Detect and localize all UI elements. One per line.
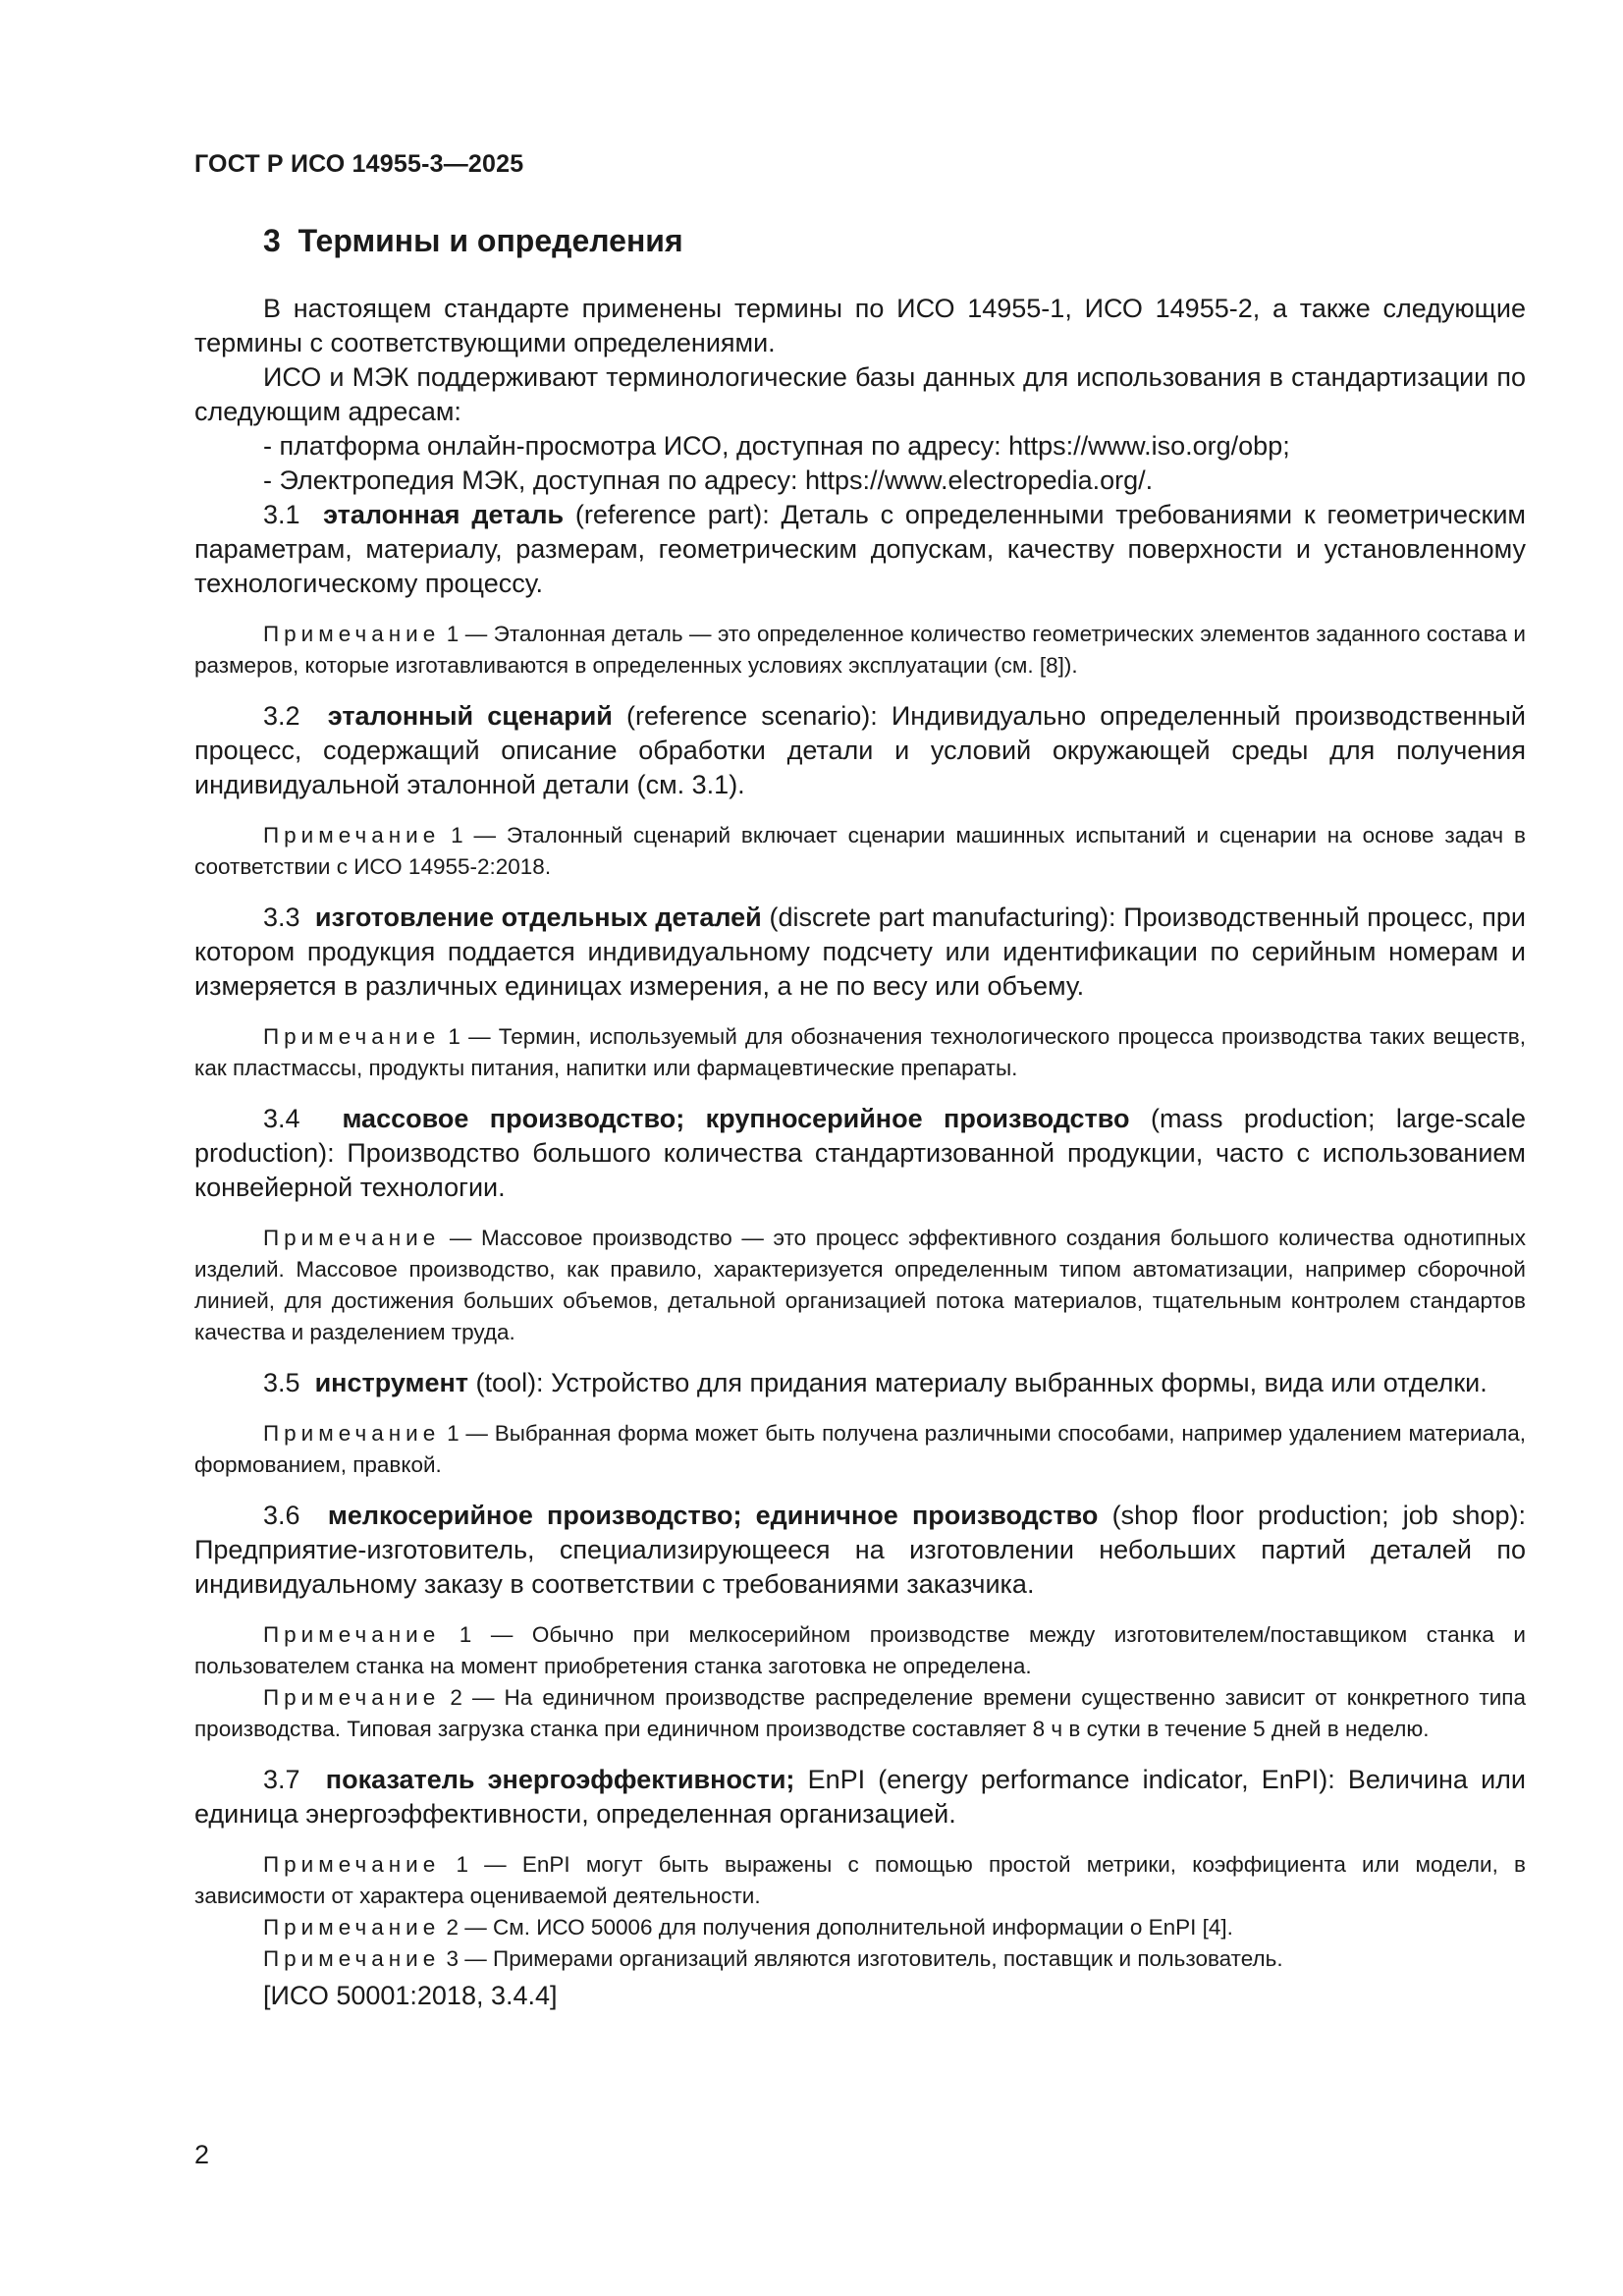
note-label: Примечание [263,1226,441,1250]
note-text: — Эталонная деталь — это определенное количество геометрических элементов заданного состава и размеров, которые изготавливаются в определенных условиях эксплуатации (см. [8]). [194,622,1526,678]
page-content [194,221,1526,2031]
term-name: эталонный сценарий [327,701,613,731]
term-definition [194,901,1526,1004]
note [194,619,1526,682]
note-label: Примечание [263,1915,441,1940]
notes-block [194,1021,1526,1084]
document-header: ГОСТ Р ИСО 14955-3—2025 [194,150,524,178]
note [194,1418,1526,1481]
term-number: 3.2 [263,701,300,731]
note [194,1912,1526,1943]
notes-block [194,619,1526,682]
note [194,1682,1526,1745]
section-title-text: Термины и определения [298,223,683,258]
note-text: — Термин, используемый для обозначения технологического процесса производства таких веществ, как пластмассы, продукты питания, напитки или фармацевтические препараты. [194,1024,1526,1080]
notes-block [194,820,1526,883]
note-text: — EnPI могут быть выражены с помощью простой метрики, коэффициента или модели, в зависимости от характера оцениваемой деятельности. [194,1852,1526,1908]
note-number: 1 [456,1852,468,1877]
intro-paragraph-2: ИСО и МЭК поддерживают терминологические базы данных для использования в стандартизации по следующим адресам: [194,362,1526,426]
term-definition-text: (tool): Устройство для придания материалу выбранных формы, вида или отделки. [475,1368,1488,1397]
source-reference: [ИСО 50001:2018, 3.4.4] [263,1981,558,2010]
term-name: эталонная деталь [323,500,565,529]
section-title [263,221,1526,260]
term-definition [194,1499,1526,1602]
note-number: 1 [446,622,460,646]
note [194,1021,1526,1084]
term-definition-text: EnPI (energy performance indicator, EnPI): Величина или единица энергоэффективности, определенная организацией. [194,1765,1526,1829]
term-number: 3.3 [263,902,300,932]
term-number: 3.4 [263,1104,300,1133]
term-definition-text: (discrete part manufacturing): Производственный процесс, при котором продукция поддается индивидуальному подсчету или идентификации по серийным номерам и измеряется в различных единицах измерения, а не по весу или объему. [194,902,1526,1001]
note-label: Примечание [263,1622,441,1647]
note-text: — На единичном производстве распределение времени существенно зависит от конкретного типа производства. Типовая загрузка станка при единичном производстве составляет 8 ч в сутки в течение 5 дней в неделю. [194,1685,1526,1741]
term-definition [194,1102,1526,1205]
note-label: Примечание [263,1421,441,1446]
intro-paragraph-1: В настоящем стандарте применены термины по ИСО 14955-1, ИСО 14955-2, а также следующие термины с соответствующими определениями. [194,294,1526,357]
note-text: — Обычно при мелкосерийном производстве между изготовителем/поставщиком станка и пользователем станка на момент приобретения станка заготовка не определена. [194,1622,1526,1678]
term-definition [194,699,1526,802]
term-definition [194,498,1526,601]
notes-block [194,1223,1526,1348]
note [194,1223,1526,1348]
note [194,1619,1526,1682]
note-number: 2 [446,1915,460,1940]
note-text: — Массовое производство — это процесс эффективного создания большого количества однотипных изделий. Массовое производство, как правило, характеризуется определенным типом автоматизации, например сборочной линией, для достижения больших объемов, детальной организацией потока материалов, тщательным контролем стандартов качества и разделением труда. [194,1226,1526,1344]
note [194,820,1526,883]
note-text: — Примерами организаций являются изготовитель, поставщик и пользователь. [464,1946,1283,1971]
term-number: 3.7 [263,1765,300,1794]
list-item: - платформа онлайн-просмотра ИСО, доступная по адресу: https://www.iso.org/obp; [263,431,1290,461]
term-number: 3.6 [263,1501,300,1530]
term-definition-text: (mass production; large-scale production): Производство большого количества стандартизованной продукции, часто с использованием конвейерной технологии. [194,1104,1526,1202]
term-name: изготовление отдельных деталей [314,902,762,932]
note-label: Примечание [263,1946,441,1971]
note-label: Примечание [263,622,441,646]
term-definition-text: (reference scenario): Индивидуально определенный производственный процесс, содержащий описание обработки детали и условий окружающей среды для получения индивидуальной эталонной детали (см. 3.1). [194,701,1526,799]
note-label: Примечание [263,823,441,847]
note-number: 1 [451,823,463,847]
note-text: — См. ИСО 50006 для получения дополнительной информации о EnPI [4]. [464,1915,1233,1940]
note-number: 1 [459,1622,472,1647]
note-label: Примечание [263,1685,441,1710]
term-definition [194,1763,1526,1831]
section-number: 3 [263,223,281,258]
term-definition [194,1366,1526,1400]
term-name: мелкосерийное производство; единичное производство [327,1501,1099,1530]
term-name: показатель энергоэффективности; [325,1765,795,1794]
note-number: 2 [450,1685,462,1710]
page-number: 2 [194,2140,210,2169]
notes-block [194,1849,1526,2013]
terms-list [194,498,1526,2013]
note-number: 1 [447,1421,460,1446]
notes-block [194,1619,1526,1745]
note [194,1849,1526,1912]
note [194,1943,1526,1975]
term-definition-text: (shop floor production; job shop): Предприятие-изготовитель, специализирующееся на изготовлении небольших партий деталей по индивидуальному заказу в соответствии с требованиями заказчика. [194,1501,1526,1599]
term-name: массовое производство; крупносерийное производство [342,1104,1130,1133]
note-text: — Выбранная форма может быть получена различными способами, например удалением материала, формованием, правкой. [194,1421,1526,1477]
term-definition-text: (reference part): Деталь с определенными требованиями к геометрическим параметрам, материалу, размерам, геометрическим допускам, качеству поверхности и установленному технологическому процессу. [194,500,1526,598]
note-label: Примечание [263,1024,441,1049]
notes-block [194,1418,1526,1481]
note-number: 3 [446,1946,460,1971]
note-number: 1 [448,1024,460,1049]
term-number: 3.5 [263,1368,300,1397]
note-text: — Эталонный сценарий включает сценарии машинных испытаний и сценарии на основе задач в соответствии с ИСО 14955-2:2018. [194,823,1526,879]
note-label: Примечание [263,1852,441,1877]
list-item: - Электропедия МЭК, доступная по адресу: https://www.electropedia.org/. [263,465,1154,495]
term-number: 3.1 [263,500,300,529]
term-name: инструмент [314,1368,469,1397]
